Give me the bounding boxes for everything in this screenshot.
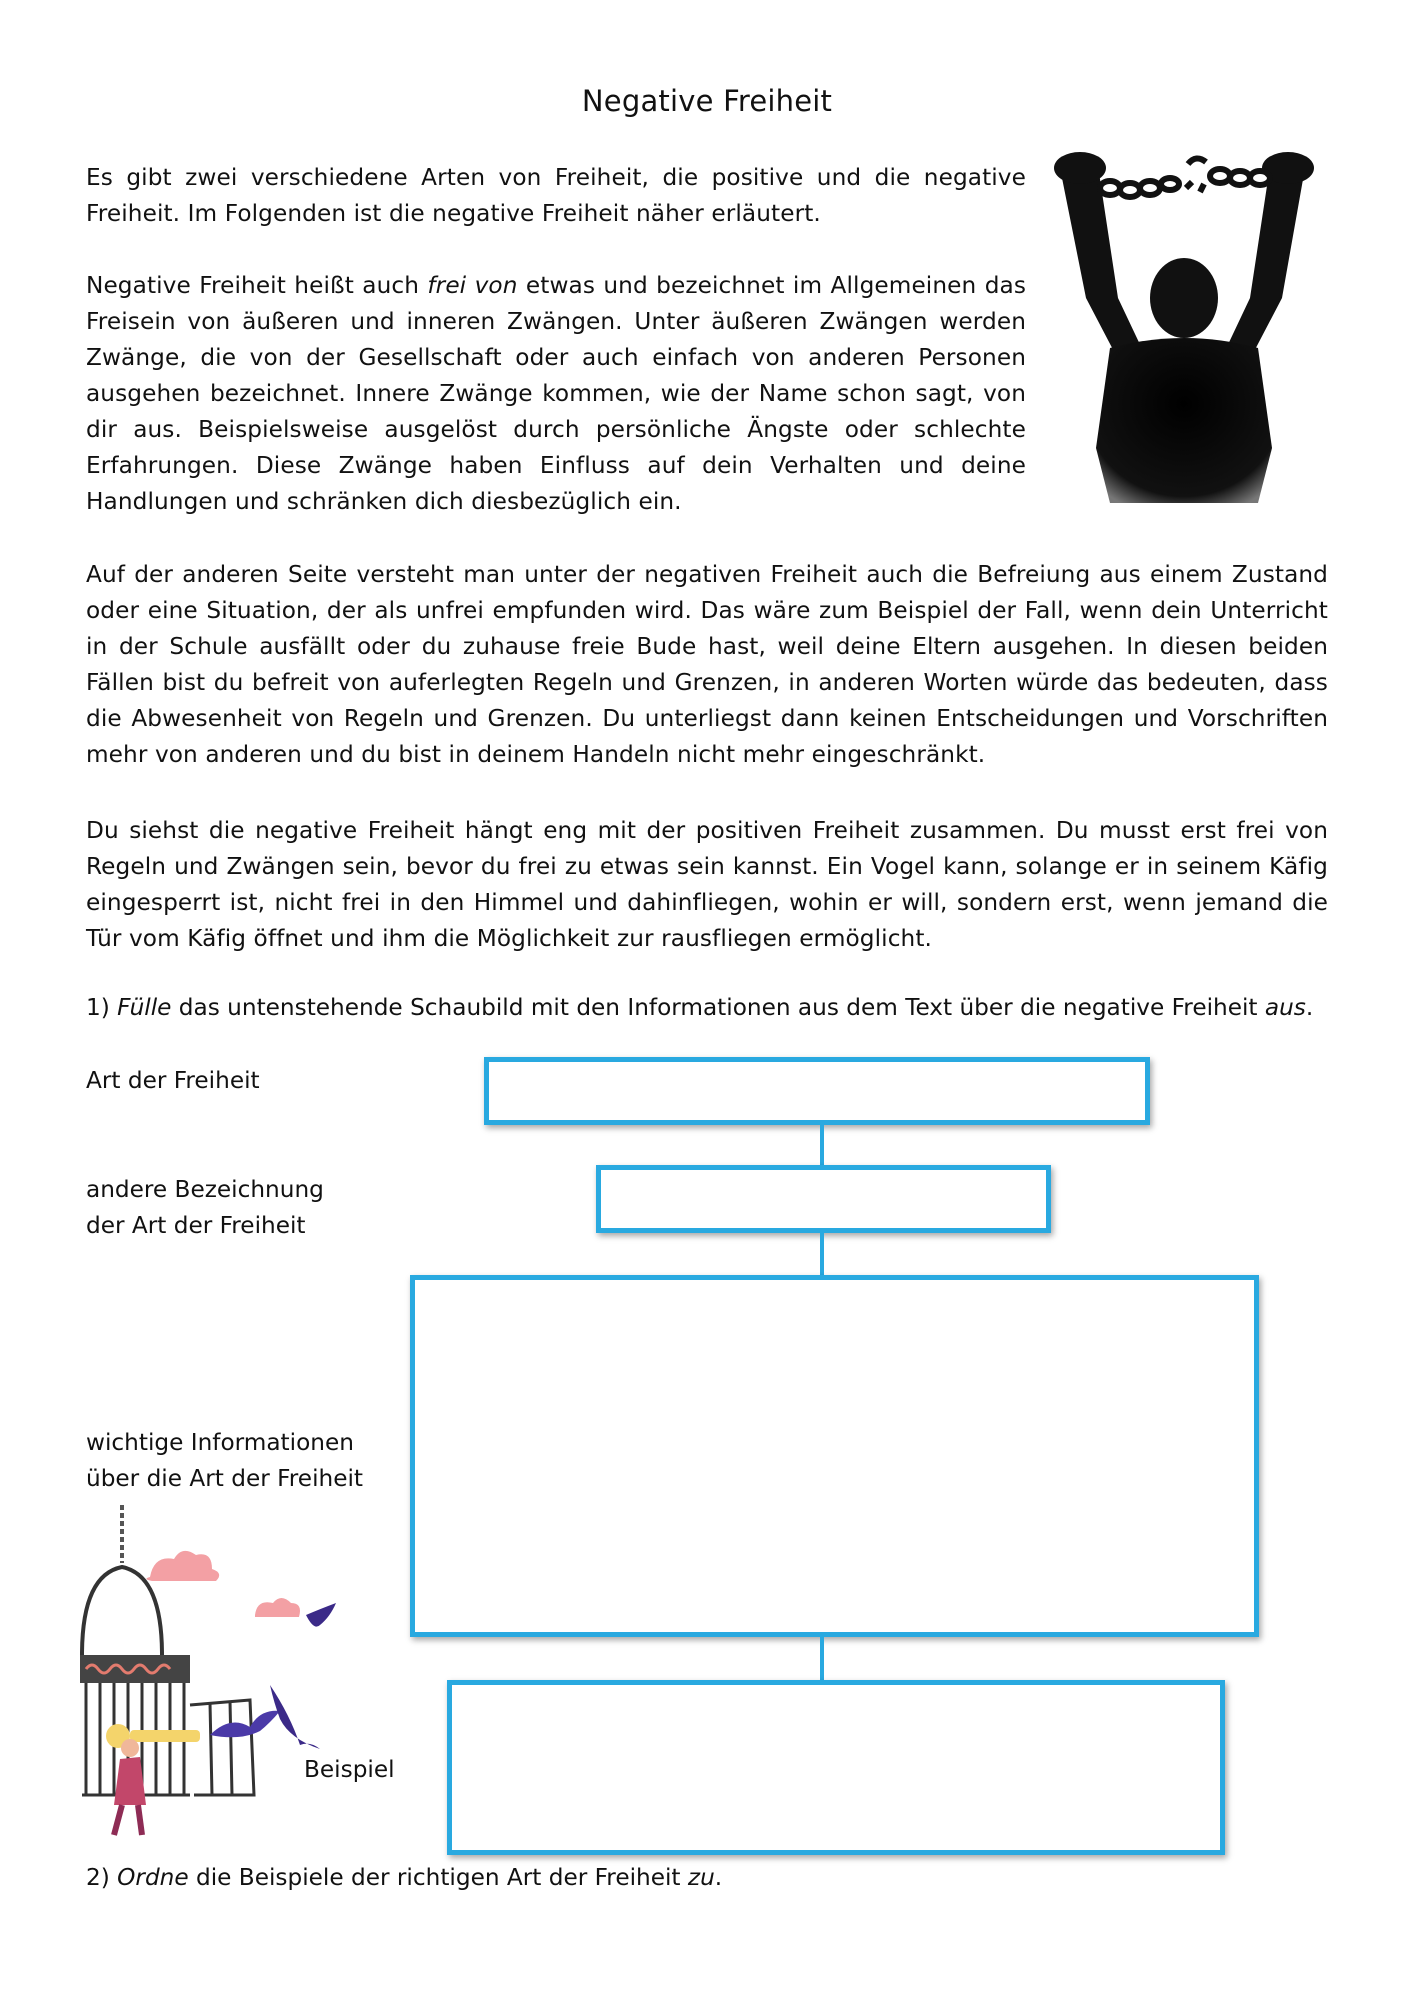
task-2-punct: .: [714, 1864, 723, 1891]
bird-cage-illustration: [70, 1505, 360, 1845]
frei-von-emphasis: frei von: [427, 272, 518, 299]
task-2-verb: Ordne: [117, 1864, 189, 1891]
box-beispiel[interactable]: [447, 1680, 1225, 1855]
task-1-verb: Fülle: [117, 994, 172, 1021]
intro-paragraph: Es gibt zwei verschiedene Arten von Freiheit, die positive und die negative Freiheit. Im Folgenden ist die negative Freiheit näher erläutert.: [86, 164, 1026, 227]
label-info-line-1: wichtige Informationen: [86, 1429, 354, 1456]
box-andere-bezeichnung[interactable]: [596, 1165, 1051, 1233]
task-1-text: das untenstehende Schaubild mit den Informationen aus dem Text über die negative Freiheit: [171, 994, 1265, 1021]
situation-paragraph: Auf der anderen Seite versteht man unter der negativen Freiheit auch die Befreiung aus einem Zustand oder eine Situation, der als unfrei empfunden wird. Das wäre zum Beispiel der Fall, wenn dein Unterricht in der Schule ausfällt oder du zuhause freie Bude hast, weil deine Eltern ausgehen. In diesen beiden Fällen bist du befreit von auferlegten Regeln und Grenzen, in anderen Worten würde das bedeuten, dass die Abwesenheit von Regeln und Grenzen. Du unterliegst dann keinen Entscheidungen und Vorschriften mehr von anderen und du bist in deinem Handeln nicht mehr eingeschränkt.: [86, 561, 1328, 768]
task-2-number: 2): [86, 1864, 118, 1891]
connector-3: [820, 1637, 824, 1683]
definition-text-start: Negative Freiheit heißt auch: [86, 272, 428, 299]
definition-paragraph: [86, 268, 1026, 520]
connector-2: [820, 1233, 824, 1277]
box-art-der-freiheit[interactable]: [484, 1057, 1150, 1125]
task-2-instruction: [86, 1860, 722, 1896]
task-1-end: aus: [1264, 994, 1306, 1021]
task-1-instruction: [86, 990, 1313, 1026]
label-info-line-2: über die Art der Freiheit: [86, 1465, 364, 1492]
definition-text-rest: etwas und bezeichnet im Allgemeinen das Freisein von äußeren und inneren Zwängen. Unter äußeren Zwängen werden Zwänge, die von der Gesellschaft oder auch einfach von anderen Personen ausgehen bezeichnet. Innere Zwänge kommen, wie der Name schon sagt, von dir aus. Beispielsweise ausgelöst durch persönliche Ängste oder schlechte Erfahrungen. Diese Zwänge haben Einfluss auf dein Verhalten und deine Handlungen und schränken dich diesbezüglich ein.: [86, 272, 1026, 515]
label-andere-bezeichnung: [86, 1172, 324, 1244]
task-2-end: zu: [687, 1864, 715, 1891]
conclusion-paragraph: Du siehst die negative Freiheit hängt eng mit der positiven Freiheit zusammen. Du musst erst frei von Regeln und Zwängen sein, bevor du frei zu etwas sein kannst. Ein Vogel kann, solange er in seinem Käfig eingesperrt ist, nicht frei in den Himmel und dahinfliegen, wohin er will, sondern erst, wenn jemand die Tür vom Käfig öffnet und ihm die Möglichkeit zur rausfliegen ermöglicht.: [86, 817, 1328, 952]
label-andere-line-2: der Art der Freiheit: [86, 1212, 306, 1239]
label-art-der-freiheit: Art der Freiheit: [86, 1067, 260, 1094]
task-1-punct: .: [1305, 994, 1314, 1021]
task-1-number: 1): [86, 994, 118, 1021]
connector-1: [820, 1125, 824, 1167]
task-2-text: die Beispiele der richtigen Art der Freiheit: [188, 1864, 688, 1891]
page-title: Negative Freiheit: [581, 84, 833, 118]
label-wichtige-informationen: [86, 1425, 363, 1497]
label-andere-line-1: andere Bezeichnung: [86, 1176, 324, 1203]
label-beispiel: Beispiel: [304, 1756, 395, 1783]
broken-chains-silhouette-illustration: [1040, 148, 1330, 508]
box-wichtige-informationen[interactable]: [410, 1275, 1259, 1637]
